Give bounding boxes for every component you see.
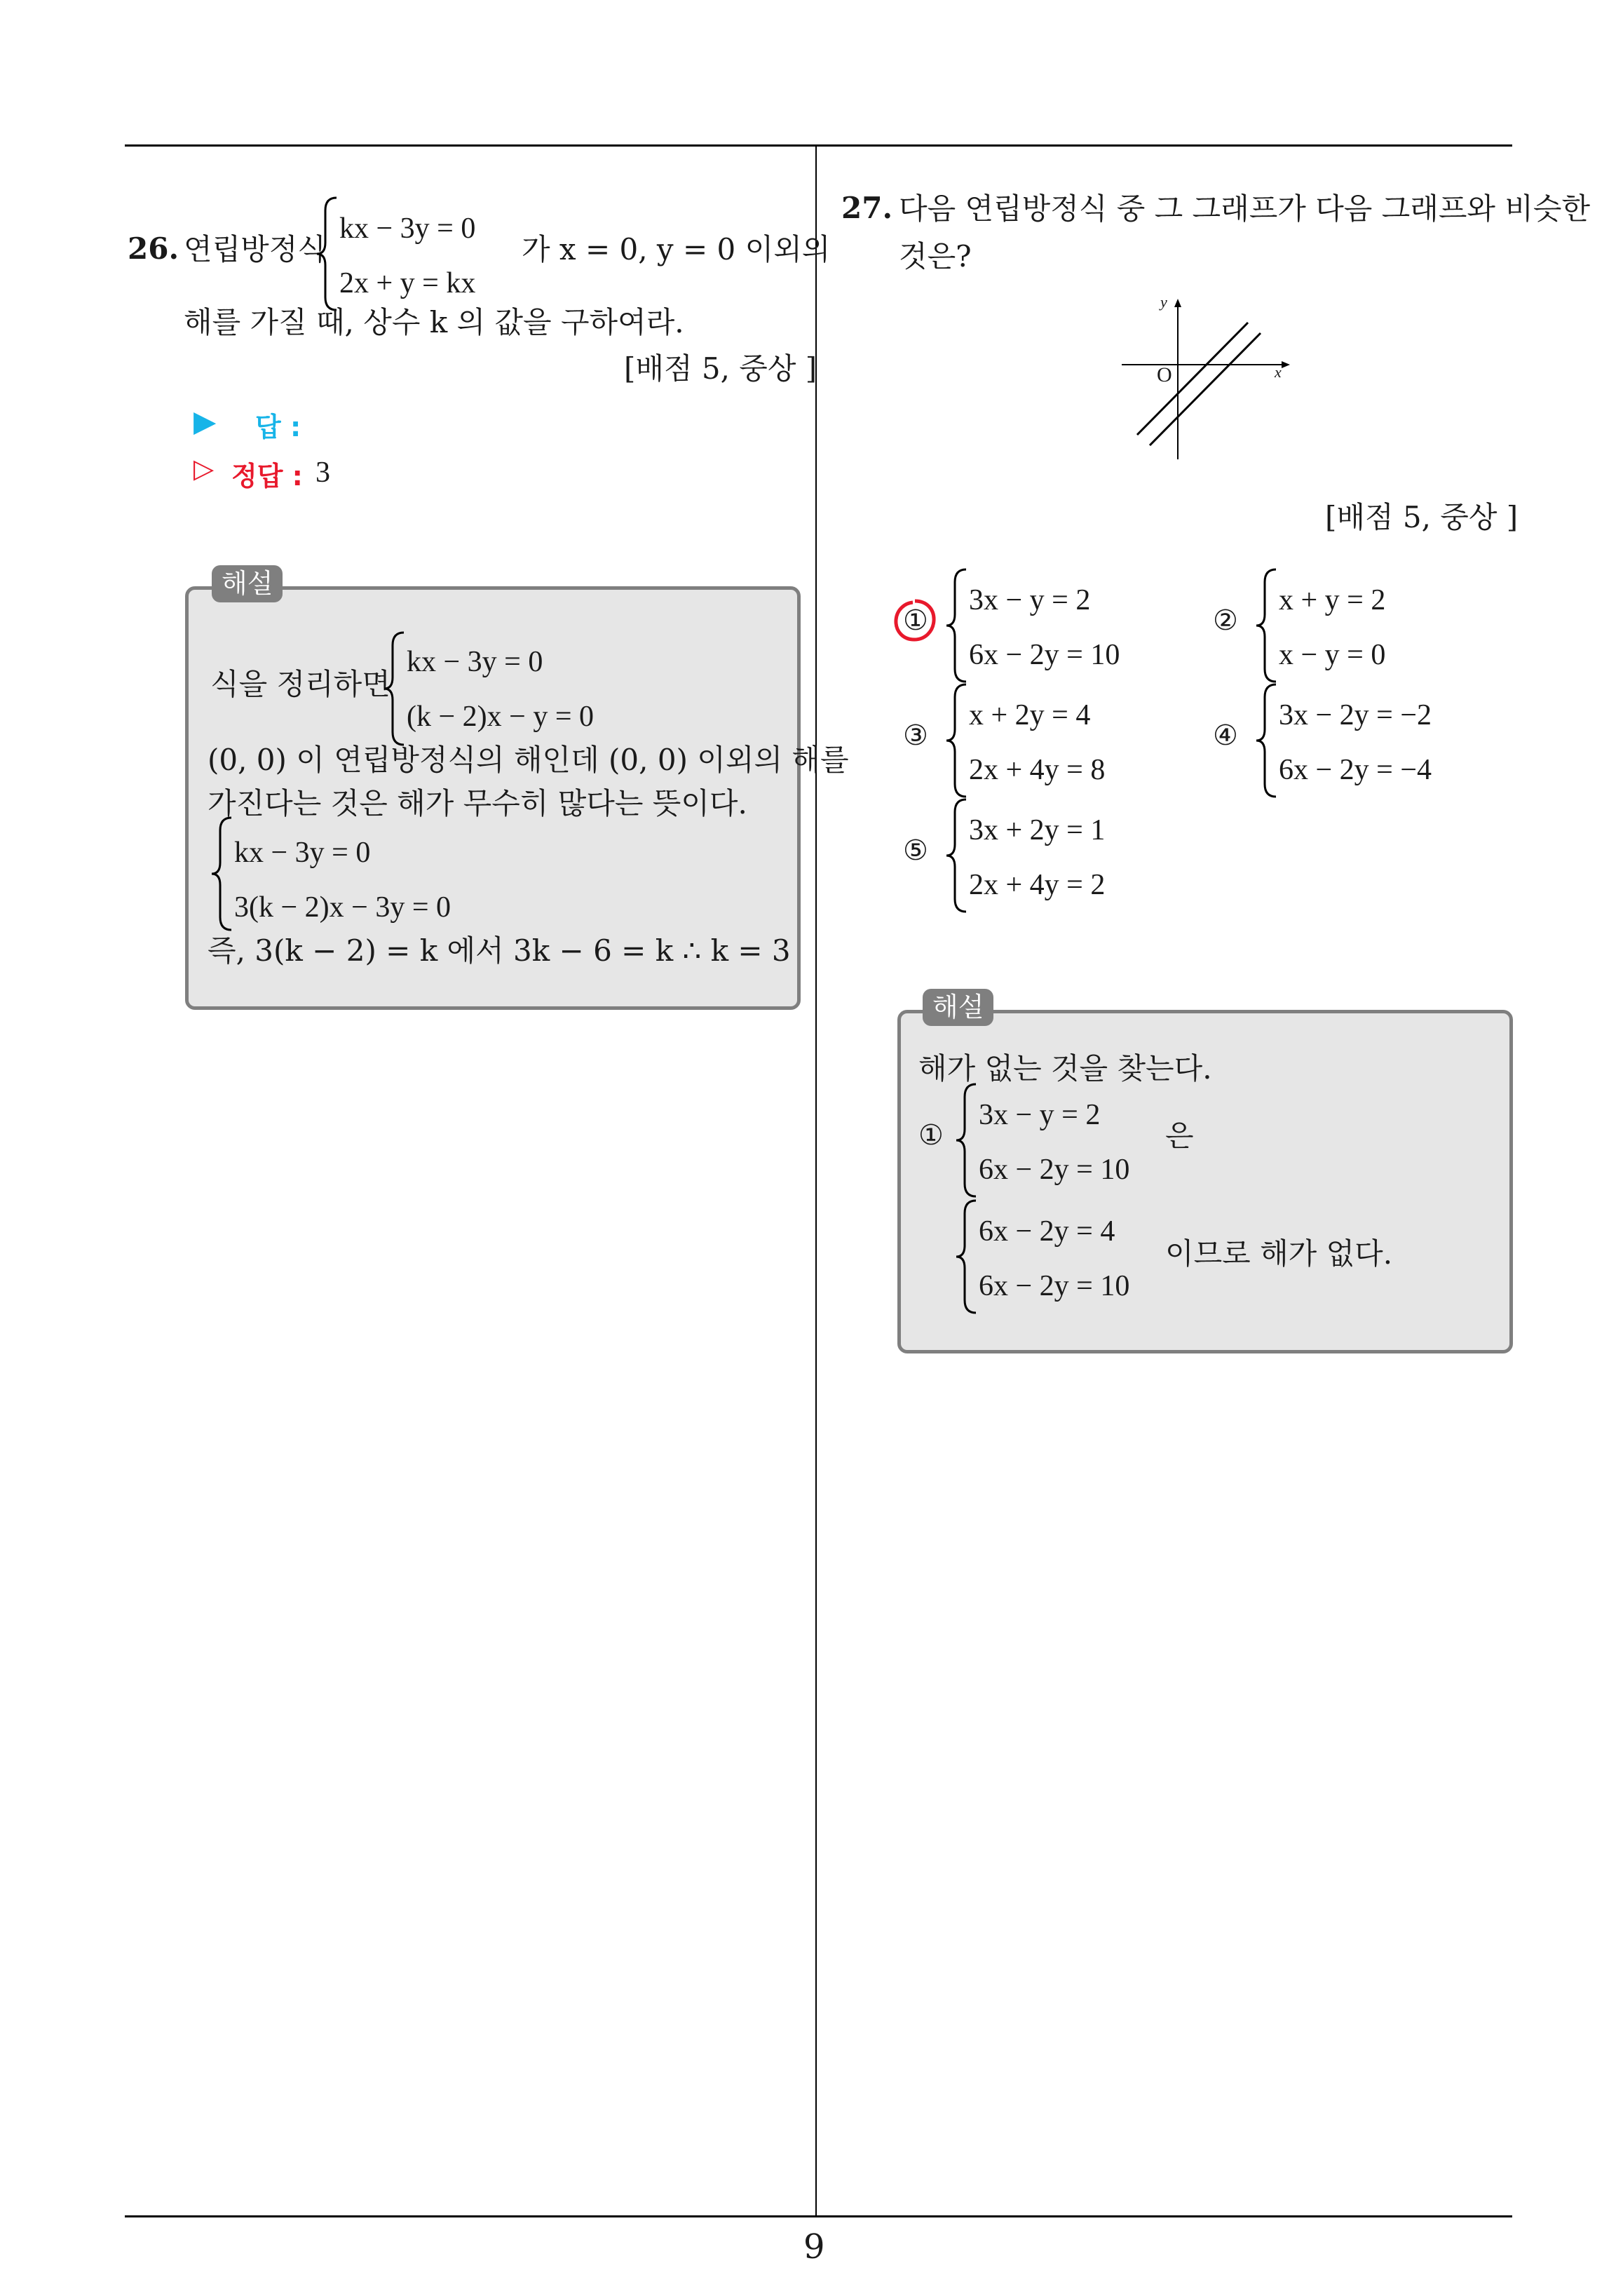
solution-equation-3: kx − 3y = 0 bbox=[234, 837, 371, 869]
brace-icon bbox=[945, 798, 969, 913]
option-equation-2: 6x − 2y = 10 bbox=[969, 639, 1120, 671]
column-divider bbox=[815, 144, 817, 2217]
brace-icon bbox=[945, 683, 969, 798]
solution-mark: ① bbox=[918, 1119, 944, 1152]
solution-tag: 해설 bbox=[212, 565, 283, 602]
solution-equation-2: (k − 2)x − y = 0 bbox=[407, 701, 595, 733]
brace-icon bbox=[955, 1083, 979, 1198]
solution-line-1: (0, 0) 이 연립방정식의 해인데 (0, 0) 이외의 해를 bbox=[208, 743, 849, 777]
graph-y-label: y bbox=[1160, 293, 1167, 311]
correct-answer-label: 정답 : bbox=[231, 461, 303, 492]
option-equation-2: 2x + 4y = 2 bbox=[969, 869, 1106, 901]
option-mark: ⑤ bbox=[903, 835, 928, 867]
equation-2: 2x + y = kx bbox=[339, 267, 476, 299]
option-mark: ① bbox=[903, 605, 928, 637]
solution-suffix-2: 이므로 해가 없다. bbox=[1165, 1236, 1393, 1271]
correct-arrow-icon: ▷ bbox=[193, 453, 215, 484]
brace-icon bbox=[945, 568, 969, 683]
answer-label: 답 : bbox=[255, 412, 301, 443]
solution-equation-1: 3x − y = 2 bbox=[979, 1099, 1101, 1131]
question-line-2: 것은? bbox=[899, 239, 972, 274]
option-equation-2: 6x − 2y = −4 bbox=[1279, 754, 1432, 786]
option-equation-2: 2x + 4y = 8 bbox=[969, 754, 1106, 786]
brace-icon bbox=[955, 1199, 979, 1314]
brace-icon bbox=[383, 631, 407, 746]
option-mark: ③ bbox=[903, 720, 928, 752]
option-mark: ④ bbox=[1213, 720, 1238, 752]
option-equation-1: 3x − y = 2 bbox=[969, 584, 1091, 616]
option-equation-1: x + 2y = 4 bbox=[969, 699, 1091, 731]
question-lead: 연립방정식 bbox=[184, 232, 326, 266]
option-equation-2: x − y = 0 bbox=[1279, 639, 1386, 671]
correct-answer-value: 3 bbox=[315, 457, 330, 489]
solution-equation-4: 3(k − 2)x − 3y = 0 bbox=[234, 891, 451, 924]
graph-origin-label: O bbox=[1157, 363, 1172, 386]
score-label: [배점 5, 중상 ] bbox=[1325, 500, 1519, 534]
question-line-1: 다음 연립방정식 중 그 그래프가 다음 그래프와 비슷한 bbox=[899, 191, 1591, 226]
parallel-lines-graph bbox=[1115, 295, 1297, 463]
page-number: 9 bbox=[803, 2227, 825, 2267]
solution-equation-4: 6x − 2y = 10 bbox=[979, 1270, 1130, 1302]
option-equation-1: 3x − 2y = −2 bbox=[1279, 699, 1432, 731]
option-mark: ② bbox=[1213, 605, 1238, 637]
solution-suffix-1: 은 bbox=[1165, 1119, 1194, 1153]
option-equation-1: x + y = 2 bbox=[1279, 584, 1386, 616]
solution-intro: 식을 정리하면 bbox=[210, 667, 391, 701]
solution-final: 즉, 3(k − 2) = k 에서 3k − 6 = k ∴ k = 3 bbox=[208, 933, 791, 968]
question-line-2: 해를 가질 때, 상수 k 의 값을 구하여라. bbox=[184, 305, 684, 339]
brace-icon bbox=[315, 196, 339, 311]
brace-icon bbox=[1255, 568, 1279, 683]
solution-line-1: 해가 없는 것을 찾는다. bbox=[918, 1051, 1212, 1086]
solution-line-2: 가진다는 것은 해가 무수히 많다는 뜻이다. bbox=[208, 786, 747, 821]
solution-equation-1: kx − 3y = 0 bbox=[407, 646, 543, 678]
score-label: [배점 5, 중상 ] bbox=[624, 351, 817, 386]
top-rule bbox=[125, 144, 1512, 147]
brace-icon bbox=[1255, 683, 1279, 798]
equation-1: kx − 3y = 0 bbox=[339, 212, 476, 245]
graph-x-label: x bbox=[1275, 363, 1282, 381]
solution-tag: 해설 bbox=[923, 989, 993, 1026]
solution-equation-3: 6x − 2y = 4 bbox=[979, 1215, 1115, 1248]
brace-icon bbox=[210, 816, 234, 931]
question-tail: 가 x = 0, y = 0 이외의 bbox=[522, 232, 831, 266]
answer-arrow-icon: ▶ bbox=[193, 404, 217, 438]
option-equation-1: 3x + 2y = 1 bbox=[969, 814, 1106, 846]
question-number: 26. bbox=[128, 231, 179, 266]
bottom-rule bbox=[125, 2215, 1512, 2217]
question-number: 27. bbox=[841, 191, 893, 225]
solution-equation-2: 6x − 2y = 10 bbox=[979, 1154, 1130, 1186]
